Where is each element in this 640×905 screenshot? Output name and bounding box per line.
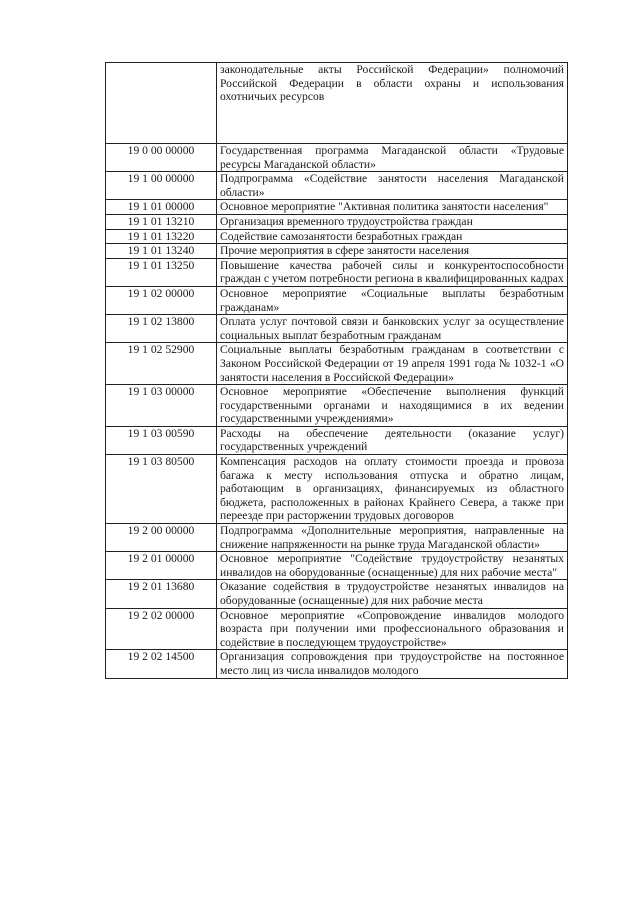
table-row xyxy=(106,455,568,524)
name-cell: Прочие мероприятия в сфере занятости населения xyxy=(217,244,568,259)
table-row xyxy=(106,426,568,454)
table-row xyxy=(106,63,568,144)
code-cell: 19 2 00 00000 xyxy=(106,524,217,552)
name-cell: Оплата услуг почтовой связи и банковских услуг за осуществление социальных выплат безработным гражданам xyxy=(217,315,568,343)
code-cell: 19 1 01 13210 xyxy=(106,214,217,229)
name-cell: Подпрограмма «Содействие занятости населения Магаданской области» xyxy=(217,172,568,200)
table-row xyxy=(106,650,568,678)
name-cell: Организация временного трудоустройства граждан xyxy=(217,214,568,229)
table-row xyxy=(106,385,568,427)
name-cell: Основное мероприятие «Социальные выплаты безработным гражданам» xyxy=(217,286,568,314)
code-cell: 19 2 01 00000 xyxy=(106,552,217,580)
table-row xyxy=(106,286,568,314)
code-cell: 19 1 02 00000 xyxy=(106,286,217,314)
code-cell: 19 1 01 00000 xyxy=(106,200,217,215)
table-row xyxy=(106,524,568,552)
code-cell: 19 1 01 13240 xyxy=(106,244,217,259)
table-row xyxy=(106,172,568,200)
code-cell: 19 1 03 80500 xyxy=(106,455,217,524)
name-cell: Основное мероприятие "Активная политика занятости населения" xyxy=(217,200,568,215)
code-cell: 19 0 00 00000 xyxy=(106,144,217,172)
code-cell: 19 2 02 00000 xyxy=(106,608,217,650)
table-row xyxy=(106,343,568,385)
name-cell: Социальные выплаты безработным гражданам в соответствии с Законом Российской Федерации от 19 апреля 1991 года № 1032-1 «О занятости населения в Российской Федерации» xyxy=(217,343,568,385)
code-cell: 19 1 01 13250 xyxy=(106,258,217,286)
budget-classification-table xyxy=(105,62,568,679)
code-cell: 19 1 02 13800 xyxy=(106,315,217,343)
name-cell: Государственная программа Магаданской области «Трудовые ресурсы Магаданской области» xyxy=(217,144,568,172)
name-cell: Основное мероприятие "Содействие трудоустройству незанятых инвалидов на оборудованные (оснащенные) для них рабочие места" xyxy=(217,552,568,580)
table-row xyxy=(106,258,568,286)
table-row xyxy=(106,200,568,215)
table-row xyxy=(106,315,568,343)
name-cell: Основное мероприятие «Сопровождение инвалидов молодого возраста при получении ими профессионального образования и содействие в последующем трудоустройстве» xyxy=(217,608,568,650)
code-cell: 19 2 02 14500 xyxy=(106,650,217,678)
code-cell: 19 1 03 00590 xyxy=(106,426,217,454)
name-cell: Содействие самозанятости безработных граждан xyxy=(217,229,568,244)
name-cell: Основное мероприятие «Обеспечение выполнения функций государственными органами и находящимися в их ведении государственными учреждениями» xyxy=(217,385,568,427)
table-row xyxy=(106,608,568,650)
name-cell: Организация сопровождения при трудоустройстве на постоянное место лиц из числа инвалидов молодого xyxy=(217,650,568,678)
name-cell: Компенсация расходов на оплату стоимости проезда и провоза багажа к месту использования отпуска и обратно лицам, работающим в организациях, финансируемых из областного бюджета, расположенных в районах Крайнего Севера, а также при переезде при расторжении трудовых договоров xyxy=(217,455,568,524)
code-cell: 19 1 01 13220 xyxy=(106,229,217,244)
code-cell xyxy=(106,63,217,144)
table-row xyxy=(106,552,568,580)
table-body xyxy=(106,63,568,679)
name-cell: Оказание содействия в трудоустройстве незанятых инвалидов на оборудованные (оснащенные) для них рабочие места xyxy=(217,580,568,608)
name-cell: Повышение качества рабочей силы и конкурентоспособности граждан с учетом потребности региона в квалифицированных кадрах xyxy=(217,258,568,286)
code-cell: 19 1 00 00000 xyxy=(106,172,217,200)
name-cell: Расходы на обеспечение деятельности (оказание услуг) государственных учреждений xyxy=(217,426,568,454)
table-row xyxy=(106,580,568,608)
name-cell: Подпрограмма «Дополнительные мероприятия, направленные на снижение напряженности на рынке труда Магаданской области» xyxy=(217,524,568,552)
table-row xyxy=(106,214,568,229)
table-row xyxy=(106,229,568,244)
code-cell: 19 1 03 00000 xyxy=(106,385,217,427)
table-row xyxy=(106,244,568,259)
code-cell: 19 2 01 13680 xyxy=(106,580,217,608)
code-cell: 19 1 02 52900 xyxy=(106,343,217,385)
table-row xyxy=(106,144,568,172)
name-cell: законодательные акты Российской Федерации» полномочий Российской Федерации в области охраны и использования охотничьих ресурсов xyxy=(217,63,568,144)
